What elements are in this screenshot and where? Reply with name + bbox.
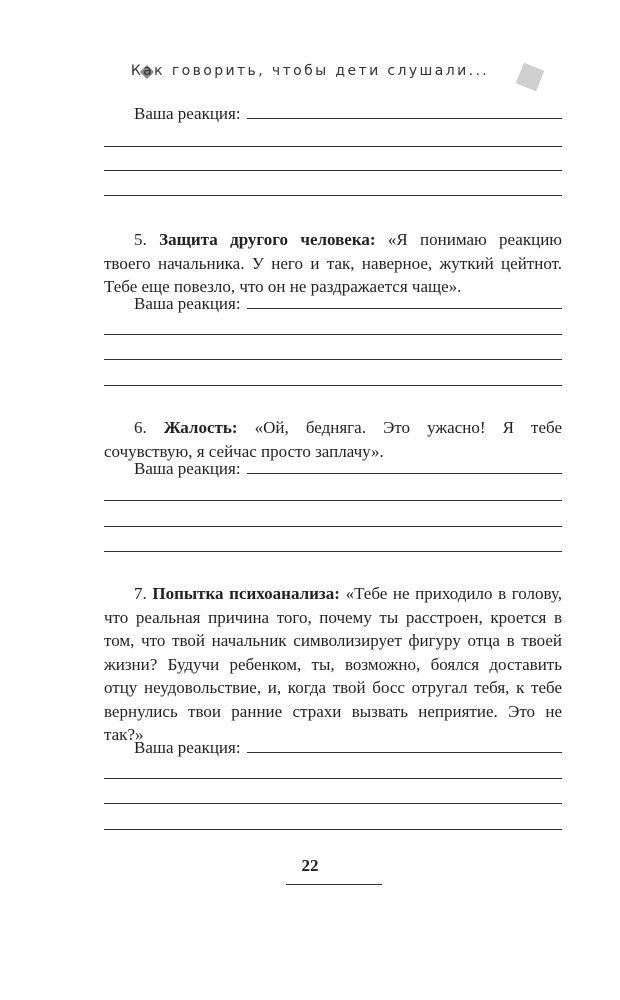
- reaction-line-5: [104, 294, 562, 314]
- reaction-label: Ваша реакция:: [134, 738, 241, 757]
- answer-blank[interactable]: [247, 117, 562, 119]
- answer-line[interactable]: [104, 170, 562, 171]
- answer-line[interactable]: [104, 385, 562, 386]
- answer-line[interactable]: [104, 803, 562, 804]
- reaction-line-0: [104, 104, 562, 124]
- answer-line[interactable]: [104, 359, 562, 360]
- reaction-line-7: [104, 738, 562, 758]
- exercise-item-6: [104, 416, 562, 463]
- answer-line[interactable]: [104, 778, 562, 779]
- answer-line[interactable]: [104, 829, 562, 830]
- item-heading: Жалость:: [163, 418, 238, 437]
- item-number: 6.: [134, 418, 147, 437]
- page-number-rule: [286, 884, 382, 885]
- item-quote: «Тебе не приходило в голову, что реальная причина того, почему ты расстроен, кроется в том, что твой начальник символизирует фигуру отца в твоей жизни? Будучи ребенком, ты, возможно, боялся доставить отцу неудовольствие, и, когда твой босс отругал тебя, к тебе вернулись твои ранние страхи вызвать неприятие. Это не так?»: [104, 584, 563, 744]
- item-quote: «Ой, бедняга. Это ужасно! Я тебе сочувствую, я сейчас просто заплачу».: [104, 418, 563, 461]
- reaction-line-6: [104, 459, 562, 479]
- answer-blank[interactable]: [247, 307, 562, 309]
- answer-blank[interactable]: [247, 472, 562, 474]
- item-quote: «Я понимаю реакцию твоего начальника. У него и так, наверное, жуткий цейтнот. Тебе еще повезло, что он не раздражается чаще».: [104, 230, 563, 296]
- answer-line[interactable]: [104, 146, 562, 147]
- item-number: 7.: [134, 584, 147, 603]
- item-heading: Защита другого человека:: [159, 230, 376, 249]
- exercise-item-5: [104, 228, 562, 299]
- answer-line[interactable]: [104, 526, 562, 527]
- page-number: 22: [301, 856, 319, 875]
- exercise-item-7: [104, 582, 562, 747]
- answer-line[interactable]: [104, 551, 562, 552]
- reaction-label: Ваша реакция:: [134, 294, 241, 313]
- running-header-title: Как говорить, чтобы дети слушали...: [130, 63, 490, 79]
- item-number: 5.: [134, 230, 147, 249]
- reaction-label: Ваша реакция:: [134, 459, 241, 478]
- answer-line[interactable]: [104, 334, 562, 335]
- answer-line[interactable]: [104, 195, 562, 196]
- item-heading: Попытка психоанализа:: [152, 584, 340, 603]
- answer-line[interactable]: [104, 500, 562, 501]
- reaction-label: Ваша реакция:: [134, 104, 241, 123]
- answer-blank[interactable]: [247, 751, 562, 753]
